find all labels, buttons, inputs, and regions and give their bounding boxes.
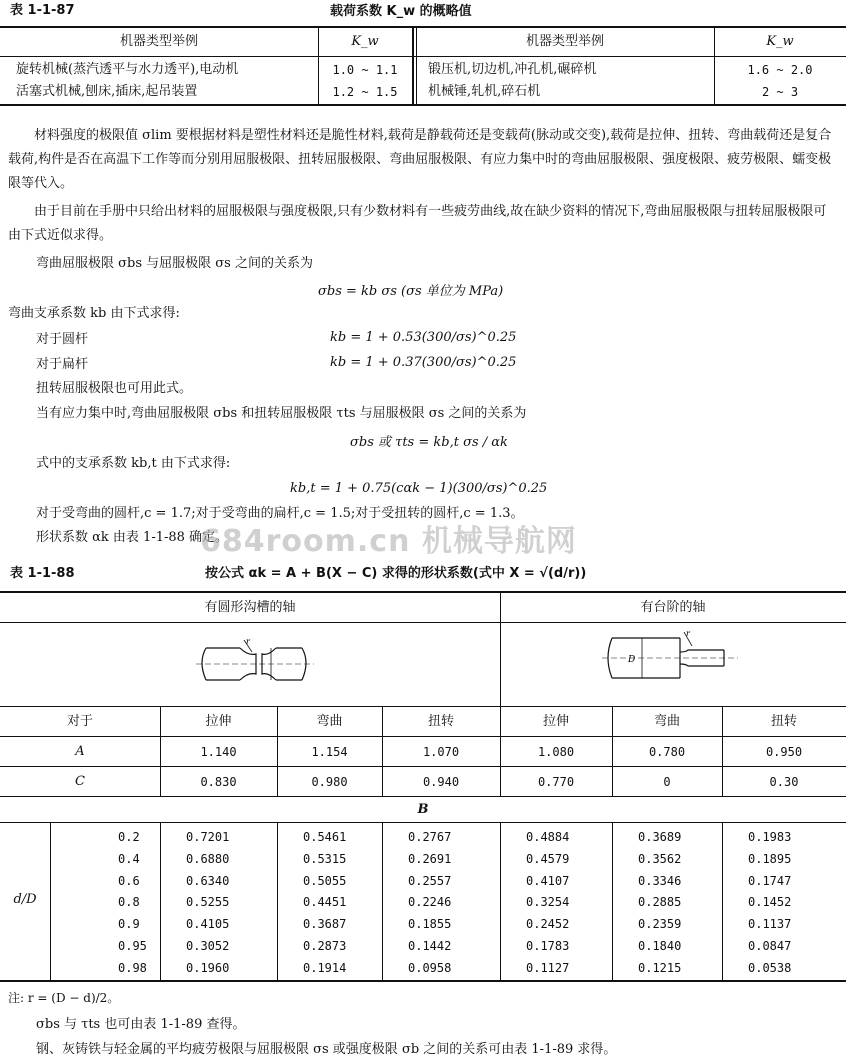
table-cell: 0.950 [765, 745, 803, 759]
paragraph: 由于目前在手册中只给出材料的屈服极限与强度极限,只有少数材料有一些疲劳曲线,故在缺少资料的情况下,弯曲屈服极限与扭转屈服极限可由下式近似求得。 [8, 204, 827, 243]
col-header: 拉伸 [205, 714, 232, 729]
svg-text:r: r [686, 629, 690, 638]
table-cell: 0.5461 [303, 830, 347, 844]
divider [50, 822, 51, 980]
col-header: 扭转 [770, 714, 797, 729]
table-cell: 0.2246 [408, 895, 452, 909]
table-cell: 0.1215 [638, 961, 682, 975]
table-cell: 0.2359 [638, 917, 682, 931]
table-cell: 0.0958 [408, 961, 452, 975]
paragraph: 当有应力集中时,弯曲屈服极限 σbs 和扭转屈服极限 τts 与屈服极限 σs 之间的关系为 [36, 406, 527, 421]
table88-top-rule [0, 591, 846, 593]
col-header: 弯曲 [316, 714, 343, 729]
row-label-b: B [417, 802, 429, 817]
table-cell: 0.4884 [526, 830, 570, 844]
col-k-left: K_w [351, 34, 379, 49]
group-header-step: 有台阶的轴 [640, 600, 706, 615]
col-header: 扭转 [427, 714, 454, 729]
table-cell: 0.1983 [748, 830, 792, 844]
formula: kb = 1 + 0.53(300/σs)^0.25 [330, 330, 517, 345]
table-title: 按公式 αk = A + B(X − C) 求得的形状系数(式中 X = √(d/r)) [205, 566, 587, 581]
divider [0, 706, 846, 707]
table-cell: 锻压机,切边机,冲孔机,碾碎机 [428, 62, 597, 77]
table-cell: 0.4451 [303, 895, 347, 909]
table-cell: 0.6880 [186, 852, 230, 866]
table-cell: 活塞式机械,刨床,插床,起吊装置 [16, 84, 198, 99]
table-cell: 0.0538 [748, 961, 792, 975]
table-cell: 0.3687 [303, 917, 347, 931]
paragraph: 对于受弯曲的圆杆,c = 1.7;对于受弯曲的扁杆,c = 1.5;对于受扭转的圆杆,c = 1.3。 [36, 506, 524, 521]
table-cell: 0.4105 [186, 917, 230, 931]
table-cell: 1.080 [537, 745, 575, 759]
table-cell: 0.1895 [748, 852, 792, 866]
paragraph: 式中的支承系数 kb,t 由下式求得: [36, 456, 231, 471]
table-label: 表 1-1-87 [10, 3, 75, 18]
table-cell: 0.5255 [186, 895, 230, 909]
paragraph: 材料强度的极限值 σlim 要根据材料是塑性材料还是脆性材料,载荷是静载荷还是变载荷(脉动或交变),载荷是拉伸、扭转、弯曲载荷还是复合载荷,构件是否在高温下工作等而分别用屈服极限、扭转屈服极限、弯曲屈服极限、有应力集中时的弯曲屈服极限、强度极限、疲劳极限、蠕变极限等代入。 [8, 128, 832, 191]
table-cell: 0.1442 [408, 939, 452, 953]
table-cell: 0.3346 [638, 874, 682, 888]
divider [722, 822, 723, 980]
watermark: 684room.cn 机械导航网 [200, 524, 577, 559]
table-cell: 0.5315 [303, 852, 347, 866]
divider [500, 822, 501, 980]
row-label-a: A [75, 744, 85, 759]
table-cell: 0.830 [200, 775, 237, 789]
table-cell: 0.5055 [303, 874, 347, 888]
dd-label: d/D [13, 892, 37, 907]
divider [382, 822, 383, 980]
divider [0, 622, 846, 623]
table-cell: 0.1452 [748, 895, 792, 909]
group-header-groove: 有圆形沟槽的轴 [204, 600, 296, 615]
table-cell: 2 ~ 3 [761, 85, 799, 99]
label: 对于圆杆 [36, 332, 89, 347]
dd-value: 0.4 [118, 852, 140, 866]
paragraph: 弯曲屈服极限 σbs 与屈服极限 σs 之间的关系为 [36, 256, 313, 271]
table-cell: 0.1747 [748, 874, 792, 888]
formula: σbs 或 τts = kb,t σs / αk [350, 435, 508, 450]
table-cell: 0.4579 [526, 852, 570, 866]
col-header: 拉伸 [542, 714, 569, 729]
table-cell: 0.1855 [408, 917, 452, 931]
table-cell: 0 [663, 775, 671, 789]
paragraph: 扭转屈服极限也可用此式。 [36, 381, 193, 396]
col-for: 对于 [66, 714, 93, 729]
svg-text:D: D [628, 655, 636, 665]
formula: σbs = kb σs (σs 单位为 MPa) [318, 284, 504, 299]
table-cell: 0.2873 [303, 939, 347, 953]
table-label: 表 1-1-88 [10, 566, 75, 581]
table-title: 载荷系数 K_w 的概略值 [330, 4, 472, 19]
table87-top-rule [0, 26, 846, 28]
formula: kb,t = 1 + 0.75(cαk − 1)(300/σs)^0.25 [290, 481, 548, 496]
table87-bottom-rule [0, 104, 846, 106]
table-cell: 1.6 ~ 2.0 [747, 63, 813, 77]
divider [0, 766, 846, 767]
table-cell: 0.2691 [408, 852, 452, 866]
table-cell: 0.3052 [186, 939, 230, 953]
divider [612, 822, 613, 980]
table-cell: 0.3254 [526, 895, 570, 909]
table-cell: 0.1137 [748, 917, 792, 931]
table-cell: 1.0 ~ 1.1 [332, 63, 398, 77]
paragraph: 钢、灰铸铁与轻金属的平均疲劳极限与屈服极限 σs 或强度极限 σb 之间的关系可由表 1-1-89 求得。 [36, 1042, 617, 1057]
table-cell: 0.770 [537, 775, 575, 789]
paragraph: 形状系数 αk 由表 1-1-88 确定。 [36, 530, 229, 545]
stepped-shaft-diagram [602, 628, 742, 688]
col-k-right: K_w [766, 34, 794, 49]
label: 对于扁杆 [36, 357, 89, 372]
paragraph: 弯曲支承系数 kb 由下式求得: [8, 306, 180, 321]
table-cell: 0.2452 [526, 917, 570, 931]
dd-value: 0.95 [118, 939, 147, 953]
table-cell: 0.7201 [186, 830, 230, 844]
table88-bottom-rule [0, 980, 846, 982]
table-cell: 0.1914 [303, 961, 347, 975]
table-cell: 0.2557 [408, 874, 452, 888]
dd-value: 0.8 [118, 895, 140, 909]
divider [160, 822, 161, 980]
divider [412, 27, 414, 104]
dd-value: 0.98 [118, 961, 147, 975]
table87-header-rule [0, 56, 846, 57]
divider [0, 822, 846, 823]
divider [0, 736, 846, 737]
svg-text:r: r [246, 637, 250, 646]
table-cell: 0.30 [769, 775, 799, 789]
formula: kb = 1 + 0.37(300/σs)^0.25 [330, 355, 517, 370]
table-cell: 0.3562 [638, 852, 682, 866]
col-machine-right: 机器类型举例 [525, 34, 604, 49]
dd-value: 0.9 [118, 917, 140, 931]
table-cell: 0.1127 [526, 961, 570, 975]
table-cell: 0.4107 [526, 874, 570, 888]
table-cell: 1.154 [311, 745, 348, 759]
table-note: 注: r = (D − d)/2。 [8, 991, 120, 1005]
table-cell: 0.2885 [638, 895, 682, 909]
table-cell: 机械锤,轧机,碎石机 [428, 84, 541, 99]
dd-value: 0.2 [118, 830, 140, 844]
grooved-shaft-diagram [196, 636, 316, 692]
dd-value: 0.6 [118, 874, 140, 888]
table-cell: 0.2767 [408, 830, 452, 844]
table-cell: 0.980 [311, 775, 348, 789]
table-cell: 0.0847 [748, 939, 792, 953]
table-cell: 1.070 [422, 745, 460, 759]
col-header: 弯曲 [653, 714, 680, 729]
table-cell: 0.6340 [186, 874, 230, 888]
divider [0, 796, 846, 797]
divider [277, 822, 278, 980]
paragraph: σbs 与 τts 也可由表 1-1-89 查得。 [36, 1017, 246, 1032]
table-cell: 0.1960 [186, 961, 230, 975]
table-cell: 旋转机械(蒸汽透平与水力透平),电动机 [16, 62, 239, 77]
table-cell: 0.1840 [638, 939, 682, 953]
table-cell: 1.140 [200, 745, 237, 759]
table-cell: 0.780 [648, 745, 686, 759]
table-cell: 0.1783 [526, 939, 570, 953]
row-label-c: C [75, 774, 85, 789]
table-cell: 0.940 [422, 775, 460, 789]
table-cell: 1.2 ~ 1.5 [332, 85, 398, 99]
table-cell: 0.3689 [638, 830, 682, 844]
col-machine-left: 机器类型举例 [119, 34, 198, 49]
